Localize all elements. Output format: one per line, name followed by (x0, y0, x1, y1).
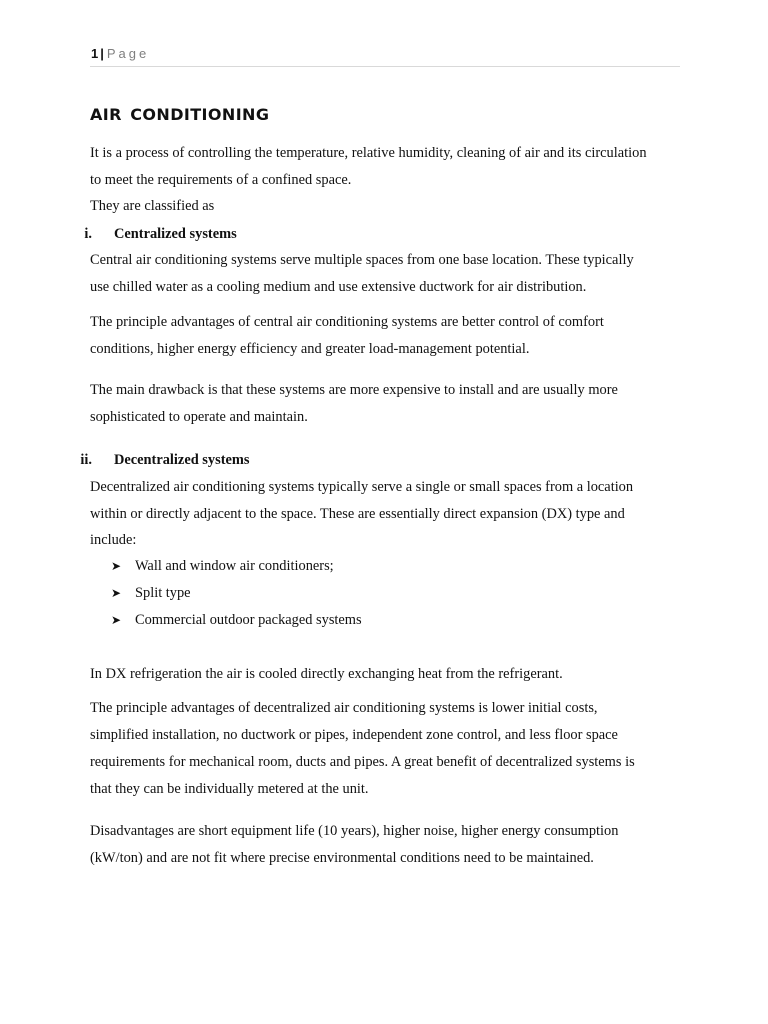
section-title: Decentralized systems (114, 452, 250, 468)
list-item: ➤ Split type (111, 585, 191, 601)
paragraph-line: The main drawback is that these systems are more expensive to install and are usually more (90, 382, 618, 398)
page-number: 1 (91, 46, 99, 61)
section-title: Centralized systems (114, 226, 237, 242)
intro-line-3: They are classified as (90, 198, 215, 214)
section-number: i. (84, 226, 92, 242)
paragraph-line: that they can be individually metered at the unit. (90, 781, 369, 797)
section-heading-centralized (47, 226, 237, 243)
paragraph-line: Decentralized air conditioning systems typically serve a single or small spaces from a location (90, 479, 634, 495)
page-word: Page (106, 46, 150, 61)
arrowhead-bullet-icon: ➤ (111, 559, 122, 573)
arrowhead-bullet-icon: ➤ (111, 586, 122, 600)
paragraph-line: include: (90, 532, 137, 548)
list-item: ➤ Commercial outdoor packaged systems (111, 612, 362, 628)
header-separator: | (100, 46, 104, 61)
page-header (91, 46, 149, 62)
section-heading-decentralized (47, 452, 249, 469)
intro-line-2: to meet the requirements of a confined space. (90, 172, 352, 188)
intro-line-1: It is a process of controlling the temperature, relative humidity, cleaning of air and its circulation (90, 145, 647, 161)
paragraph-line: (kW/ton) and are not fit where precise environmental conditions need to be maintained. (90, 850, 594, 866)
paragraph-line: conditions, higher energy efficiency and greater load-management potential. (90, 341, 530, 357)
paragraph-line: Disadvantages are short equipment life (10 years), higher noise, higher energy consumption (90, 823, 619, 839)
paragraph-line: Central air conditioning systems serve multiple spaces from one base location. These typically (90, 252, 634, 268)
list-item: ➤ Wall and window air conditioners; (111, 558, 334, 574)
paragraph-line: requirements for mechanical room, ducts and pipes. A great benefit of decentralized systems is (90, 754, 635, 770)
header-divider (90, 66, 680, 67)
paragraph-line: In DX refrigeration the air is cooled directly exchanging heat from the refrigerant. (90, 666, 563, 682)
document-title: air conditioning (90, 100, 270, 126)
paragraph-line: The principle advantages of central air conditioning systems are better control of comfort (90, 314, 604, 330)
paragraph-line: sophisticated to operate and maintain. (90, 409, 308, 425)
paragraph-line: The principle advantages of decentralized air conditioning systems is lower initial costs, (90, 700, 598, 716)
section-number: ii. (80, 452, 92, 468)
paragraph-line: simplified installation, no ductwork or pipes, independent zone control, and less floor space (90, 727, 618, 743)
paragraph-line: use chilled water as a cooling medium and use extensive ductwork for air distribution. (90, 279, 587, 295)
paragraph-line: within or directly adjacent to the space. These are essentially direct expansion (DX) type and (90, 506, 625, 522)
arrowhead-bullet-icon: ➤ (111, 613, 122, 627)
